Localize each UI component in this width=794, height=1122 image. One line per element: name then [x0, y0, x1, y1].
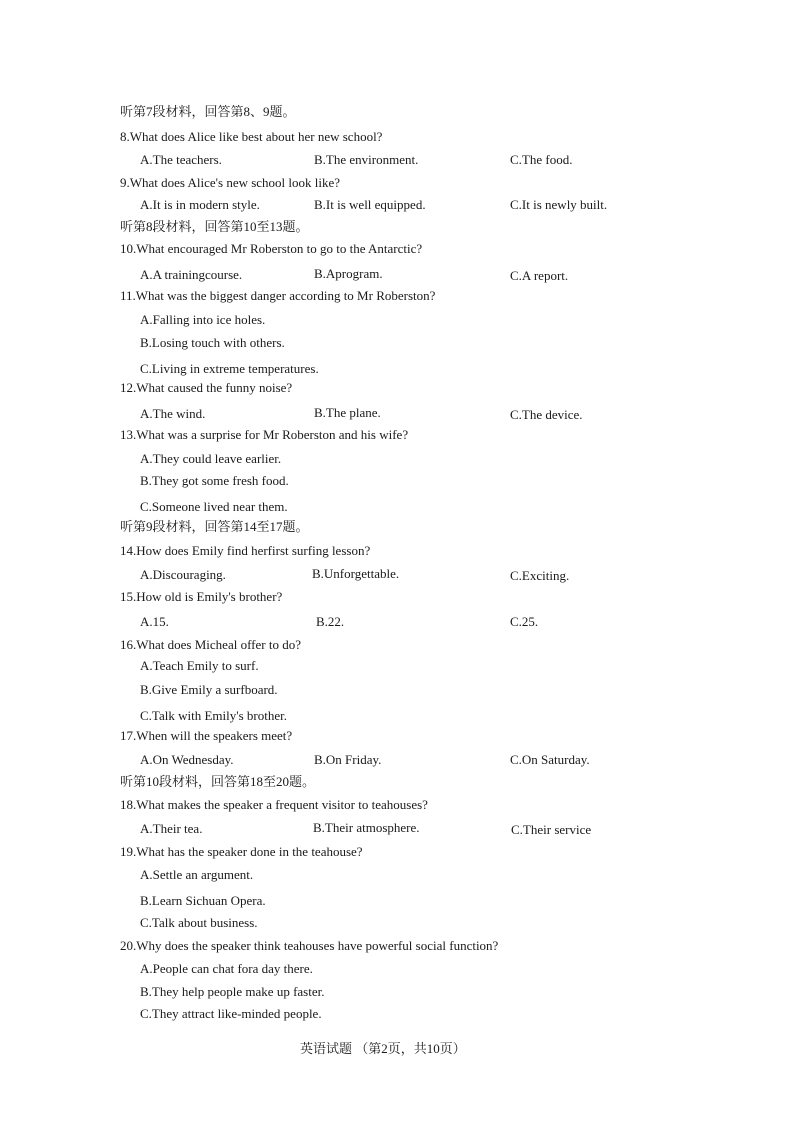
q20-option-c: C.They attract like-minded people. — [140, 1006, 322, 1021]
question-15: 15.How old is Emily's brother? — [120, 589, 283, 604]
question-8: 8.What does Alice like best about her new school? — [120, 129, 383, 144]
question-14: 14.How does Emily find herfirst surfing lesson? — [120, 543, 371, 558]
question-20: 20.Why does the speaker think teahouses have powerful social function? — [120, 938, 499, 953]
q8-option-c: C.The food. — [510, 152, 573, 167]
q13-option-c: C.Someone lived near them. — [140, 499, 288, 514]
question-13: 13.What was a surprise for Mr Roberston and his wife? — [120, 427, 409, 442]
q20-option-b: B.They help people make up faster. — [140, 984, 325, 999]
q9-option-b: B.It is well equipped. — [314, 197, 426, 212]
q15-option-c: C.25. — [510, 614, 539, 629]
question-18: 18.What makes the speaker a frequent visitor to teahouses? — [120, 797, 428, 812]
q14-option-c: C.Exciting. — [510, 568, 570, 583]
q14-option-b: B.Unforgettable. — [312, 566, 400, 581]
q16-option-a: A.Teach Emily to surf. — [140, 658, 259, 673]
q12-option-c: C.The device. — [510, 407, 583, 422]
question-10: 10.What encouraged Mr Roberston to go to the Antarctic? — [120, 241, 423, 256]
q15-option-a: A.15. — [140, 614, 169, 629]
q19-option-c: C.Talk about business. — [140, 915, 258, 930]
q8-option-a: A.The teachers. — [140, 152, 222, 167]
page-footer: 英语试题 （第2页，共10页） — [300, 1041, 466, 1056]
q13-option-b: B.They got some fresh food. — [140, 473, 289, 488]
q14-option-a: A.Discouraging. — [140, 567, 226, 582]
q18-option-c: C.Their service — [511, 822, 592, 837]
q18-option-a: A.Their tea. — [140, 821, 203, 836]
q12-option-a: A.The wind. — [140, 406, 206, 421]
section-heading-7: 听第7段材料，回答第8、9题。 — [120, 104, 296, 119]
q16-option-b: B.Give Emily a surfboard. — [140, 682, 278, 697]
question-11: 11.What was the biggest danger according to Mr Roberston? — [120, 288, 436, 303]
q9-option-a: A.It is in modern style. — [140, 197, 260, 212]
q9-option-c: C.It is newly built. — [510, 197, 608, 212]
question-16: 16.What does Micheal offer to do? — [120, 637, 301, 652]
q8-option-b: B.The environment. — [314, 152, 419, 167]
q17-option-a: A.On Wednesday. — [140, 752, 234, 767]
q15-option-b: B.22. — [316, 614, 345, 629]
q17-option-c: C.On Saturday. — [510, 752, 590, 767]
q16-option-c: C.Talk with Emily's brother. — [140, 708, 287, 723]
section-heading-10: 听第10段材料，回答第18至20题。 — [120, 774, 316, 789]
q20-option-a: A.People can chat fora day there. — [140, 961, 313, 976]
q10-option-c: C.A report. — [510, 268, 569, 283]
q12-option-b: B.The plane. — [314, 405, 381, 420]
q10-option-a: A.A trainingcourse. — [140, 267, 243, 282]
q19-option-a: A.Settle an argument. — [140, 867, 254, 882]
q11-option-c: C.Living in extreme temperatures. — [140, 361, 319, 376]
q13-option-a: A.They could leave earlier. — [140, 451, 282, 466]
question-19: 19.What has the speaker done in the teahouse? — [120, 844, 363, 859]
question-17: 17.When will the speakers meet? — [120, 728, 293, 743]
q17-option-b: B.On Friday. — [314, 752, 382, 767]
q18-option-b: B.Their atmosphere. — [313, 820, 420, 835]
section-heading-8: 听第8段材料，回答第10至13题。 — [120, 219, 309, 234]
q11-option-a: A.Falling into ice holes. — [140, 312, 266, 327]
question-12: 12.What caused the funny noise? — [120, 380, 293, 395]
q19-option-b: B.Learn Sichuan Opera. — [140, 893, 266, 908]
q11-option-b: B.Losing touch with others. — [140, 335, 285, 350]
q10-option-b: B.Aprogram. — [314, 266, 383, 281]
section-heading-9: 听第9段材料，回答第14至17题。 — [120, 519, 309, 534]
question-9: 9.What does Alice's new school look like? — [120, 175, 341, 190]
